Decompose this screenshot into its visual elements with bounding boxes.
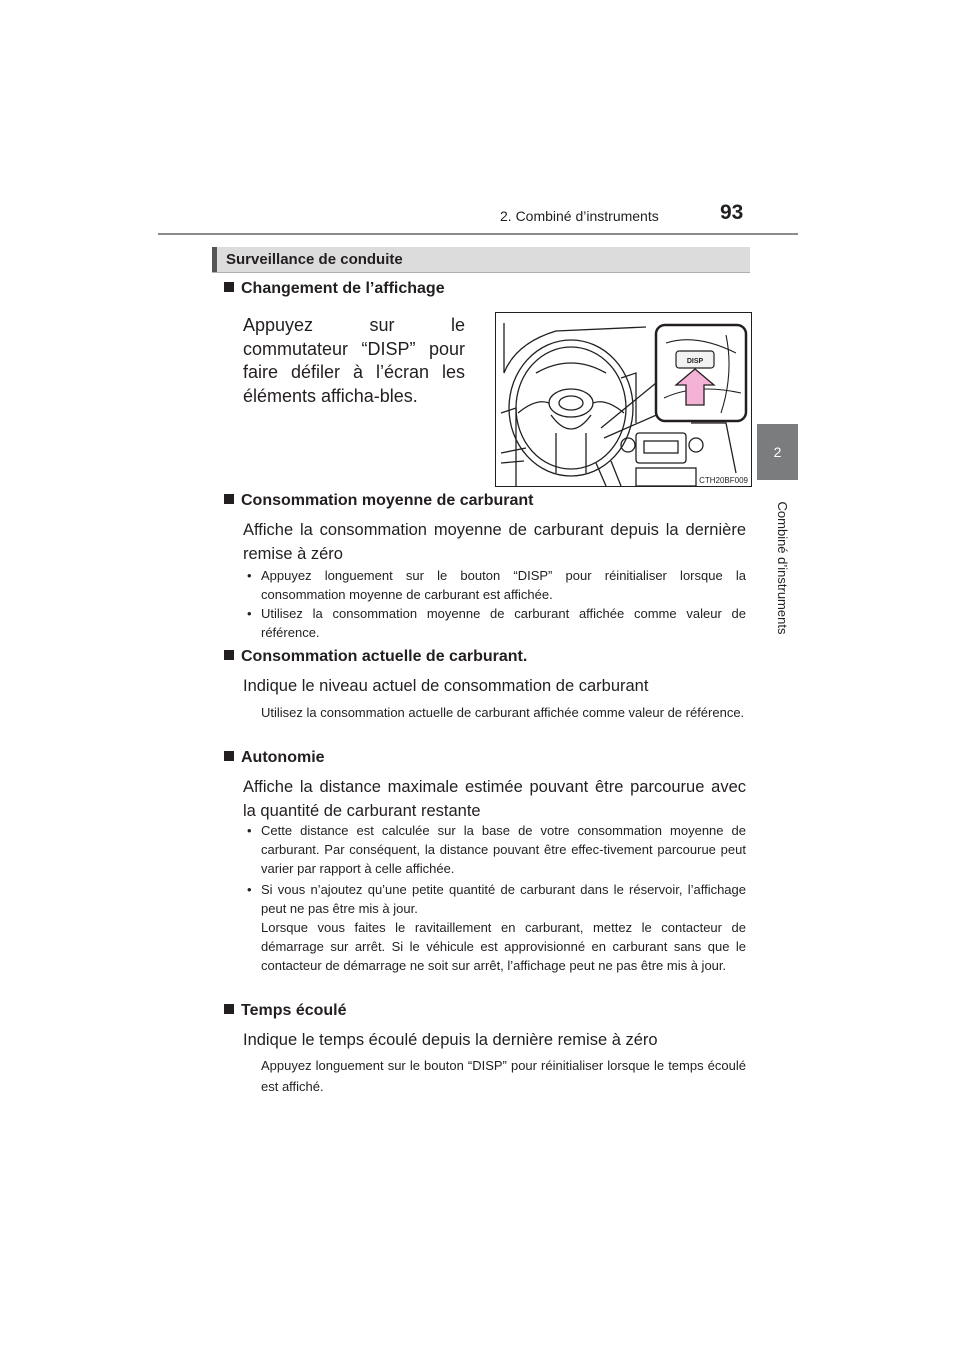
section-header [212, 247, 750, 273]
elapsed-time-note: Appuyez longuement sur le bouton “DISP” pour réinitialiser lorsque le temps écoulé est affiché. [261, 1058, 746, 1094]
bullet-dot: • [247, 882, 252, 897]
section-title: Surveillance de conduite [226, 251, 403, 268]
square-bullet-icon [224, 751, 234, 761]
current-consumption-text: Indique le niveau actuel de consommation de carburant [243, 677, 649, 695]
avg-consumption-bullet-1: Appuyez longuement sur le bouton “DISP” pour réinitialiser lorsque la consommation moyenne de carburant est affichée. [261, 568, 746, 602]
range-text: Affiche la distance maximale estimée pouvant être parcourue avec la quantité de carburant restante [243, 778, 746, 820]
bullet-dot: • [247, 568, 252, 583]
heading-current-consumption: Consommation actuelle de carburant. [224, 648, 527, 666]
avg-consumption-text: Affiche la consommation moyenne de carburant depuis la dernière remise à zéro [243, 521, 746, 563]
header-divider [158, 233, 798, 235]
heading-avg-consumption: Consommation moyenne de carburant [224, 492, 534, 510]
page-number: 93 [720, 201, 744, 224]
avg-consumption-bullet-2: Utilisez la consommation moyenne de carburant affichée comme valeur de référence. [261, 606, 746, 640]
current-consumption-note: Utilisez la consommation actuelle de carburant affichée comme valeur de référence. [261, 705, 745, 720]
heading-range: Autonomie [224, 749, 325, 767]
range-bullet-1: Cette distance est calculée sur la base de votre consommation moyenne de carburant. Par conséquent, la distance pouvant être effec-tivement parcourue peut varier par rapport à celle affichée. [261, 823, 746, 876]
chapter-tab-number: 2 [773, 444, 782, 460]
square-bullet-icon [224, 650, 234, 660]
steering-wheel-illustration [495, 312, 752, 487]
range-bullet-2-continued: Lorsque vous faites le ravitaillement en carburant, mettez le contacteur de démarrage sur arrêt. Si le véhicule est approvisionné en carburant sans que le contacteur de démarrage ne soit sur arrêt, l’affichage peut ne pas être mis à jour. [261, 920, 746, 973]
bullet-dot: • [247, 823, 252, 838]
square-bullet-icon [224, 494, 234, 504]
display-change-text: Appuyez sur le commutateur “DISP” pour faire défiler à l’écran les éléments afficha-bles. [243, 315, 465, 406]
disp-button-label: DISP [686, 358, 704, 365]
chapter-title: 2. Combiné d’instruments [500, 208, 659, 224]
heading-display-change: Changement de l’affichage [224, 280, 445, 298]
chapter-tab-label: Combiné d’instruments [775, 501, 790, 635]
square-bullet-icon [224, 1004, 234, 1014]
elapsed-time-text: Indique le temps écoulé depuis la dernière remise à zéro [243, 1031, 658, 1049]
range-bullet-2: Si vous n’ajoutez qu’une petite quantité de carburant dans le réservoir, l’affichage peut ne pas être mis à jour. [261, 882, 746, 916]
dashboard-drawing [496, 313, 751, 486]
figure-code: CTH20BF009 [699, 476, 748, 485]
heading-elapsed-time: Temps écoulé [224, 1002, 347, 1020]
square-bullet-icon [224, 282, 234, 292]
bullet-dot: • [247, 606, 252, 621]
